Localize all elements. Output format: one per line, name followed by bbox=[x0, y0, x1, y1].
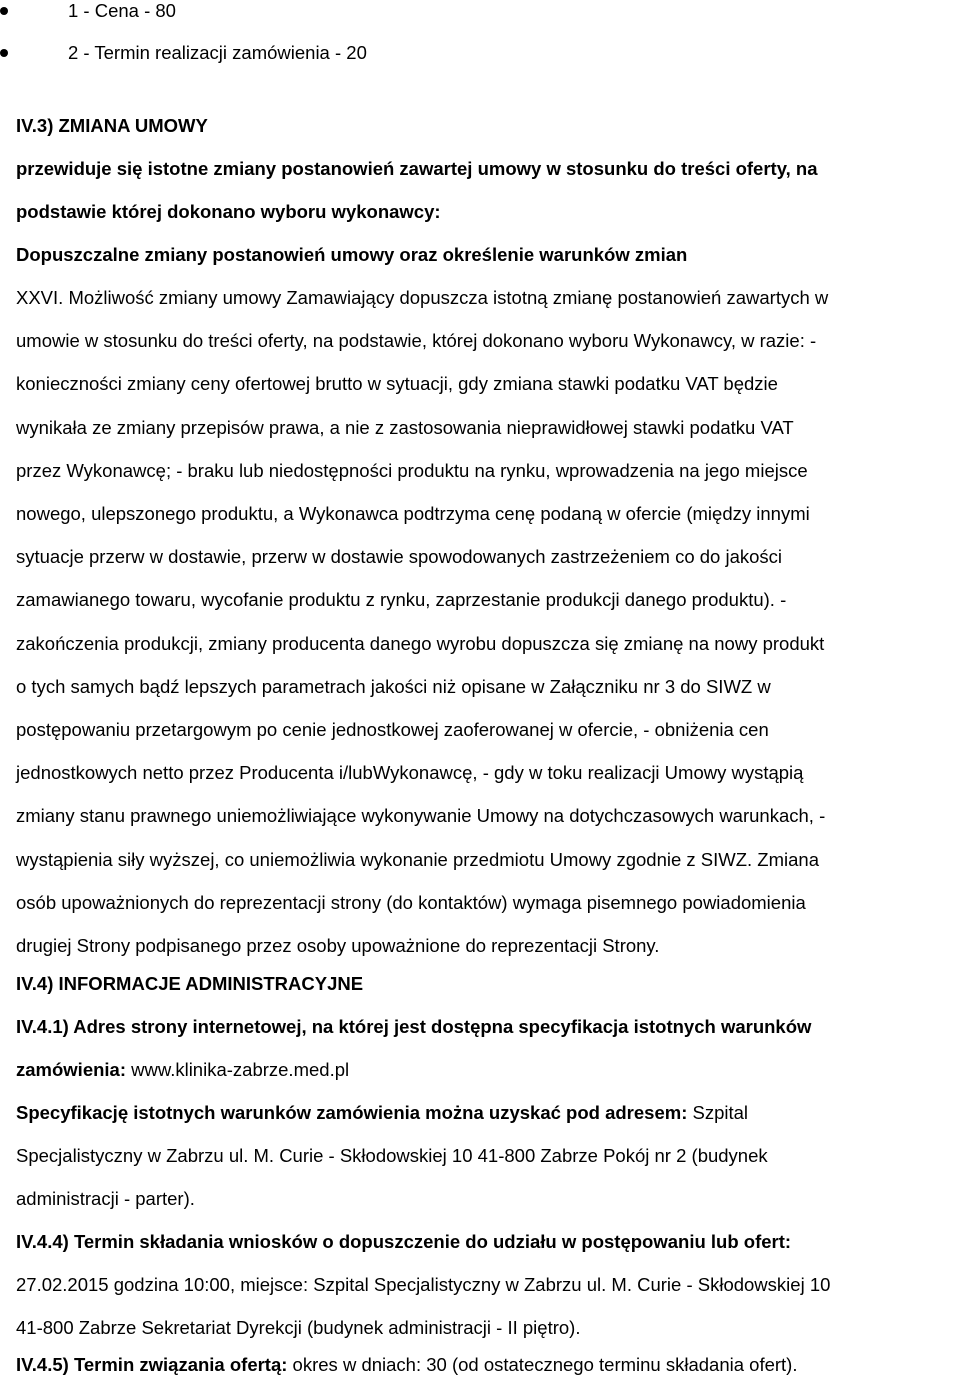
website-url: www.klinika-zabrze.med.pl bbox=[126, 1059, 350, 1080]
website-label-line: zamówienia: bbox=[16, 1059, 126, 1080]
submission-deadline bbox=[16, 1220, 960, 1349]
deadline-value: 41-800 Zabrze Sekretariat Dyrekcji (budynek administracji - II piętro). bbox=[16, 1317, 581, 1338]
binding-value: okres w dniach: 30 (od ostatecznego terminu składania ofert). bbox=[287, 1354, 798, 1375]
binding-label: IV.4.5) Termin związania ofertą: bbox=[16, 1354, 288, 1375]
body-line: konieczności zmiany ceny ofertowej brutto w sytuacji, gdy zmiana stawki podatku VAT będzie bbox=[16, 373, 778, 395]
body-line: sytuacje przerw w dostawie, przerw w dostawie spowodowanych zastrzeżeniem co do jakości bbox=[16, 546, 783, 568]
bullet-icon bbox=[0, 7, 8, 15]
body-line: postępowaniu przetargowym po cenie jednostkowej zaoferowanej w ofercie, - obniżenia cen bbox=[16, 719, 769, 741]
bullet-icon bbox=[0, 49, 8, 57]
body-line: XXVI. Możliwość zmiany umowy Zamawiający dopuszcza istotną zmianę postanowień zawartych w bbox=[16, 287, 829, 308]
deadline-label: IV.4.4) Termin składania wniosków o dopuszczenie do udziału w postępowaniu lub ofert: bbox=[16, 1231, 792, 1252]
binding-period bbox=[16, 1349, 960, 1381]
body-line: o tych samych bądź lepszych parametrach jakości niż opisane w Załączniku nr 3 do SIWZ w bbox=[16, 675, 771, 697]
body-line: przez Wykonawcę; - braku lub niedostępności produktu na rynku, wprowadzenia na jego miejsce bbox=[16, 459, 808, 481]
spec-value: administracji - parter). bbox=[16, 1188, 195, 1209]
body-line: nowego, ulepszonego produktu, a Wykonawca podtrzyma cenę podaną w ofercie (między innymi bbox=[16, 503, 810, 525]
spec-address bbox=[16, 1091, 960, 1220]
body-line: drugiej Strony podpisanego przez osoby upoważnione do reprezentacji Strony. bbox=[16, 935, 660, 957]
spec-value: Specjalistyczny w Zabrzu ul. M. Curie - Skłodowskiej 10 41-800 Zabrze Pokój nr 2 (budynek bbox=[16, 1145, 768, 1166]
body-line: wystąpienia siły wyższej, co uniemożliwia wykonanie przedmiotu Umowy zgodnie z SIWZ. Zmiana bbox=[16, 848, 819, 870]
body-line: wynikała ze zmiany przepisów prawa, a nie z zastosowania nieprawidłowej stawki podatku VAT bbox=[16, 416, 794, 438]
change-intro bbox=[16, 147, 960, 276]
body-line: osób upoważnionych do reprezentacji strony (do kontaktów) wymaga pisemnego powiadomienia bbox=[16, 891, 806, 913]
spec-value: Szpital bbox=[687, 1102, 749, 1123]
section-heading-iv4: IV.4) INFORMACJE ADMINISTRACYJNE bbox=[16, 973, 364, 994]
contract-change-body bbox=[16, 276, 960, 967]
body-line: umowie w stosunku do treści oferty, na podstawie, której dokonano wyboru Wykonawcy, w razie: - bbox=[16, 330, 817, 352]
website-label-line: IV.4.1) Adres strony internetowej, na której jest dostępna specyfikacja istotnych warunków bbox=[16, 1016, 812, 1037]
deadline-value: 27.02.2015 godzina 10:00, miejsce: Szpital Specjalistyczny w Zabrzu ul. M. Curie - Skłodowskiej 10 bbox=[16, 1274, 831, 1295]
body-line: jednostkowych netto przez Producenta i/lubWykonawcę, - gdy w toku realizacji Umowy wystąpią bbox=[16, 762, 804, 784]
body-line: zamawianego towaru, wycofanie produktu z rynku, zaprzestanie produkcji danego produktu). - bbox=[16, 589, 787, 611]
body-line: zmiany stanu prawnego uniemożliwiające wykonywanie Umowy na dotychczasowych warunkach, - bbox=[16, 805, 826, 827]
body-line: zakończenia produkcji, zmiany producenta danego wyrobu dopuszcza się zmianę na nowy produkt bbox=[16, 632, 825, 654]
allowed-changes-heading: Dopuszczalne zmiany postanowień umowy oraz określenie warunków zmian bbox=[16, 244, 688, 265]
spec-label: Specyfikację istotnych warunków zamówienia można uzyskać pod adresem: bbox=[16, 1102, 688, 1123]
website-address bbox=[16, 1005, 960, 1091]
section-heading-iv3: IV.3) ZMIANA UMOWY bbox=[16, 115, 208, 136]
change-intro-line: przewiduje się istotne zmiany postanowień zawartej umowy w stosunku do treści oferty, na bbox=[16, 158, 818, 179]
change-intro-line: podstawie której dokonano wyboru wykonawcy: bbox=[16, 201, 441, 222]
document-page: 1 - Cena - 80 2 - Termin realizacji zamówienia - 20 IV.3) ZMIANA UMOWY przewiduje się istotne zmiany postanowień zawartej umowy w stosunku do treści oferty, na podstawie której dokonano wyboru wykonawcy: Dopuszczalne zmiany postanowień umowy oraz określenie warunków zmian XXVI. Możliwość zmiany umowy Zamawiający dopuszcza istotną zmianę postanowień zawartych w umowie w stosunku do treści oferty, na podstawie, której dokonano wyboru Wykonawcy, w razie: - konieczności zmiany ceny ofertowej brutto w sytuacji, gdy zmiana stawki podatku VAT będzie wynikała ze zmiany przepisów prawa, a nie z zastosowania nieprawidłowej stawki podatku VAT przez Wykonawcę; - braku lub niedostępności produktu na rynku, wprowadzenia na jego miejsce nowego, ulepszonego produktu, a Wykonawca podtrzyma cenę podaną w ofercie (między innymi sytuacje przerw w dostawie, przerw w dostawie spowodowanych zastrzeżeniem co do jakości zamawianego towaru, wycofanie produktu z rynku, zaprzestanie produkcji danego produktu). - zakończenia produkcji, zmiany producenta danego wyrobu dopuszcza się zmianę na nowy produkt o tych samych bądź lepszych parametrach jakości niż opisane w Załączniku nr 3 do SIWZ w postępowaniu przetargowym po cenie jednostkowej zaoferowanej w ofercie, - obniżenia cen jednostkowych netto przez Producenta i/lubWykonawcę, - gdy w toku realizacji Umowy wystąpią zmiany stanu prawnego uniemożliwiające wykonywanie Umowy na dotychczasowych warunkach, - wystąpienia siły wyższej, co uniemożliwia wykonanie przedmiotu Umowy zgodnie z SIWZ. Zmiana osób upoważnionych do reprezentacji strony (do kontaktów) wymaga pisemnego powiadomienia drugiej Strony podpisanego przez osoby upoważnione do reprezentacji Strony. IV.4) INFORMACJE ADMINISTRACYJNE IV.4.1) Adres strony internetowej, na której jest dostępna specyfikacja istotnych warunków zamówienia: www.klinika-zabrze.med.pl Specyfikację istotnych warunków zamówienia można uzyskać pod adresem: Szpital Specjalistyczny w Zabrzu ul. M. Curie - Skłodowskiej 10 41-800 Zabrze Pokój nr 2 (budynek administracji - parter). IV.4.4) Termin składania wniosków o dopuszczenie do udziału w postępowaniu lub ofert: 27.02.2015 godzina 10:00, miejsce: Szpital Specjalistyczny w Zabrzu ul. M. Curie - Skłodowskiej 10 41-800 Zabrze Sekretariat Dyrekcji (budynek administracji - II piętro). IV.4.5) Termin związania ofertą: okres w dniach: 30 (od ostatecznego terminu składania ofert). bbox=[0, 0, 960, 1384]
